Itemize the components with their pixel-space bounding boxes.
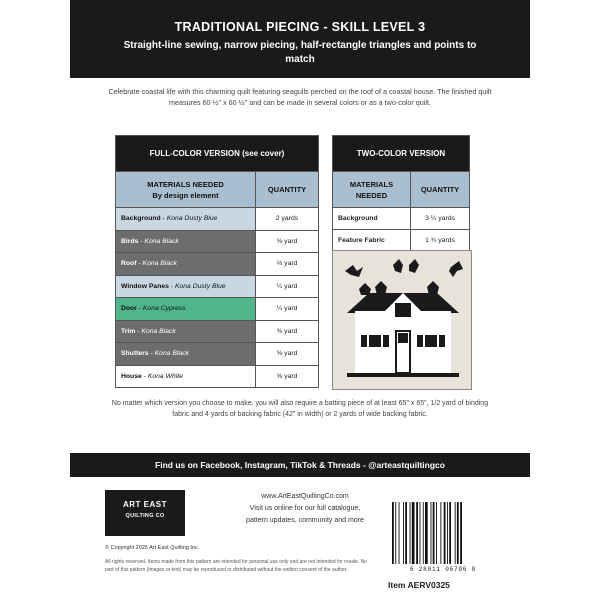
material-cell: Door - Kona Cypress bbox=[116, 298, 256, 321]
full-color-materials-table bbox=[115, 135, 319, 388]
table-row bbox=[116, 230, 319, 253]
seagull-icon bbox=[427, 281, 439, 295]
quantity-cell: ⅝ yard bbox=[256, 365, 319, 388]
material-cell: Shutters - Kona Black bbox=[116, 343, 256, 366]
seagull-icon bbox=[345, 265, 363, 277]
skill-description: Straight-line sewing, narrow piecing, half-rectangle triangles and points to match bbox=[123, 40, 477, 65]
quantity-cell: 3 ¼ yards bbox=[411, 208, 470, 230]
full-color-caption: FULL-COLOR VERSION (see cover) bbox=[116, 136, 319, 172]
website-info: www.ArtEastQuiltingCo.com Visit us online for our full catalogue, pattern updates, community and more bbox=[215, 491, 395, 527]
seagull-icon bbox=[409, 259, 419, 273]
quantity-cell: ⅝ yard bbox=[256, 343, 319, 366]
table-row bbox=[116, 275, 319, 298]
extra-requirements-note: No matter which version you choose to make, you will also require a batting piece of at least 65" x 65", 1/2 yard of binding fabric and 4 yards of backing fabric (42" in width) or 2 yards of wide backing fabric. bbox=[111, 400, 489, 418]
quantity-cell: ¼ yard bbox=[256, 298, 319, 321]
barcode-number: 6 28011 06796 8 bbox=[409, 566, 476, 573]
quilt-preview-image bbox=[332, 250, 472, 390]
material-cell: Birds - Kona Black bbox=[116, 230, 256, 253]
table-row bbox=[116, 208, 319, 231]
intro-text: Celebrate coastal life with this charming quilt featuring seagulls perched on the roof of a coastal house. The finished quilt measures 60 ½" x 60 ½" and can be made in several colors or as a two-color quilt. bbox=[108, 87, 492, 107]
material-cell: Feature Fabric bbox=[333, 230, 411, 252]
skill-level-title: TRADITIONAL PIECING - SKILL LEVEL 3 bbox=[174, 20, 426, 34]
quantity-header: QUANTITY bbox=[411, 172, 470, 208]
quantity-header: QUANTITY bbox=[256, 172, 319, 208]
quantity-cell: 2 yards bbox=[256, 208, 319, 231]
item-number: Item AERV0325 bbox=[388, 580, 450, 590]
materials-header: MATERIALS NEEDED By design element bbox=[116, 172, 256, 208]
barcode bbox=[388, 502, 498, 567]
website-link[interactable]: www.ArtEastQuiltingCo.com bbox=[261, 493, 349, 500]
quantity-cell: 1 ¾ yards bbox=[411, 230, 470, 252]
material-cell: Trim - Kona Black bbox=[116, 320, 256, 343]
quantity-cell: ⅔ yard bbox=[256, 253, 319, 276]
legal-text: All rights reserved. Items made from this pattern are intended for personal use only and are not intended for resale. No part of this pattern (images or text) may be reproduced or distributed without the written consent of the author. bbox=[105, 559, 368, 573]
quantity-cell: ⅜ yard bbox=[256, 320, 319, 343]
copyright-text: © Copyright 2025 Art East Quilting Inc. bbox=[105, 545, 200, 551]
table-row bbox=[116, 253, 319, 276]
material-cell: House - Kona White bbox=[116, 365, 256, 388]
material-cell: Background - Kona Dusty Blue bbox=[116, 208, 256, 231]
table-row bbox=[116, 298, 319, 321]
material-cell: Window Panes - Kona Dusty Blue bbox=[116, 275, 256, 298]
materials-header: MATERIALS NEEDED bbox=[333, 172, 411, 208]
table-row bbox=[333, 230, 470, 252]
table-row bbox=[333, 208, 470, 230]
brand-logo: ART EAST QUILTING CO bbox=[105, 490, 185, 536]
table-row bbox=[116, 320, 319, 343]
seagull-icon bbox=[375, 281, 387, 295]
two-color-caption: TWO-COLOR VERSION bbox=[333, 136, 470, 172]
seagull-icon bbox=[449, 261, 463, 277]
quantity-cell: ⅜ yard bbox=[256, 230, 319, 253]
material-cell: Roof - Kona Black bbox=[116, 253, 256, 276]
table-row bbox=[116, 343, 319, 366]
seagull-icon bbox=[393, 259, 403, 273]
two-color-materials-table bbox=[332, 135, 470, 252]
social-banner: Find us on Facebook, Instagram, TikTok & Threads - @arteastquiltingco bbox=[70, 453, 530, 477]
header-banner bbox=[70, 0, 530, 78]
pattern-back-cover bbox=[70, 0, 530, 600]
quantity-cell: ¼ yard bbox=[256, 275, 319, 298]
material-cell: Background bbox=[333, 208, 411, 230]
table-row bbox=[116, 365, 319, 388]
